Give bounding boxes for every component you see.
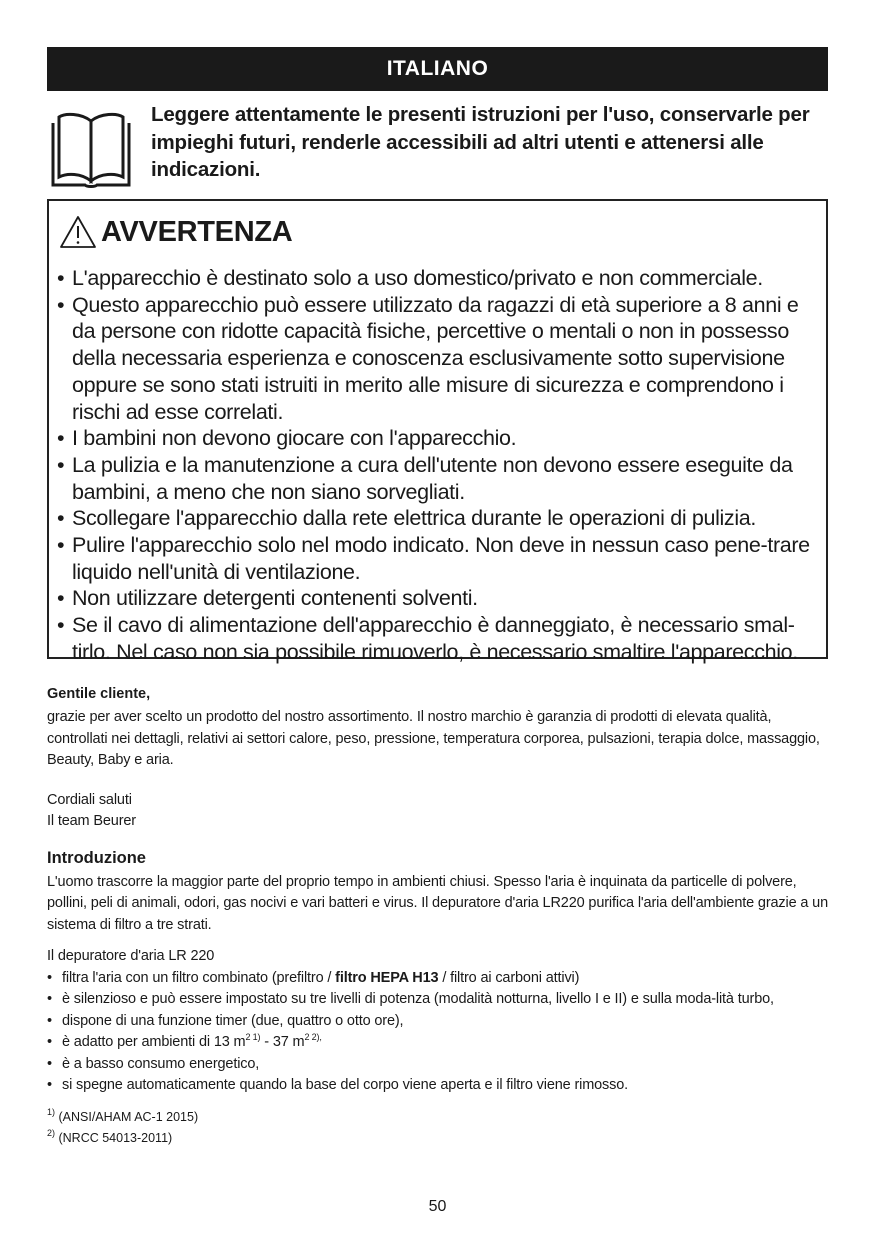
feature-list <box>47 968 828 1097</box>
closing-signature: Il team Beurer <box>47 813 136 829</box>
feature-item: • si spegne automaticamente quando la base del corpo viene aperta e il filtro viene rimosso. <box>47 1075 828 1097</box>
footnote-text: (ANSI/AHAM AC-1 2015) <box>55 1109 199 1124</box>
footnote <box>47 1128 828 1149</box>
footnote-ref: 2 1) <box>245 1032 261 1042</box>
feature-item: • è a basso consumo energetico, <box>47 1054 828 1076</box>
warning-item: • La pulizia e la manutenzione a cura dell'utente non devono essere eseguite da bambini, a meno che non siano sorvegliati. <box>57 452 818 505</box>
open-book-icon <box>47 107 135 189</box>
feature-text: è adatto per ambienti di 13 m <box>62 1034 246 1050</box>
feature-text: filtra l'aria con un filtro combinato (prefiltro / <box>62 969 336 986</box>
read-instructions-text: Leggere attentamente le presenti istruzioni per l'uso, conservarle per impieghi futuri, renderle accessibili ad altri utenti e attenersi alle indicazioni. <box>151 103 810 181</box>
footnote-marker: 1) <box>47 1106 56 1117</box>
page-number: 50 <box>428 1198 447 1215</box>
footnote-text: (NRCC 54013-2011) <box>55 1130 173 1145</box>
warning-item: • Scollegare l'apparecchio dalla rete elettrica durante le operazioni di pulizia. <box>57 505 818 532</box>
footnote <box>47 1107 828 1128</box>
footnote-ref: 2 2), <box>304 1032 322 1042</box>
feature-item: • dispone di una funzione timer (due, quattro o otto ore), <box>47 1011 828 1033</box>
warning-item: • Pulire l'apparecchio solo nel modo indicato. Non deve in nessun caso pene-trare liquido nell'unità di ventilazione. <box>57 532 818 585</box>
intro-body: L'uomo trascorre la maggior parte del proprio tempo in ambienti chiusi. Spesso l'aria è inquinata da particelle di polvere, pollini, peli di animali, odori, gas nocivi e vari batteri e virus. Il depuratore d'aria LR220 purifica l'aria dell'ambiente grazie a un sistema di filtro a tre strati. <box>47 873 828 933</box>
device-lead: Il depuratore d'aria LR 220 <box>47 948 215 964</box>
warning-list <box>57 265 818 666</box>
warning-item: • Non utilizzare detergenti contenenti solventi. <box>57 585 818 612</box>
feature-item <box>47 1032 828 1054</box>
feature-item: • è silenzioso e può essere impostato su tre livelli di potenza (modalità notturna, livello I e II) e sulla moda-lità turbo, <box>47 989 828 1011</box>
warning-title: AVVERTENZA <box>101 215 293 248</box>
manual-page <box>47 47 828 1149</box>
feature-text: - 37 m <box>260 1034 305 1050</box>
footnote-marker: 2) <box>47 1127 56 1138</box>
greeting-body: grazie per aver scelto un prodotto del nostro assortimento. Il nostro marchio è garanzia di prodotti di elevata qualità, controllati nei dettagli, relativi ai settori calore, peso, pressione, temperatura corporea, pulsazioni, terapia dolce, massaggio, Beauty, Baby e aria. <box>47 709 820 768</box>
closing-regards: Cordiali saluti <box>47 791 132 808</box>
feature-item <box>47 968 828 990</box>
warning-item: • Questo apparecchio può essere utilizzato da ragazzi di età superiore a 8 anni e da persone con ridotte capacità fisiche, percettive o mentali o non in possesso della necessaria esperienza e conoscenza esclusivamente sotto supervisione oppure se sono stati istruiti in merito alle misure di sicurezza e comprendono i rischi ad esse correlati. <box>57 292 818 426</box>
warning-item: • I bambini non devono giocare con l'apparecchio. <box>57 425 818 452</box>
footnotes <box>47 1107 828 1149</box>
read-instructions-block <box>47 101 828 189</box>
warning-box <box>47 199 828 664</box>
intro-heading: Introduzione <box>47 848 146 867</box>
language-header: ITALIANO <box>47 47 828 91</box>
greeting-heading: Gentile cliente, <box>47 686 151 702</box>
warning-item: • L'apparecchio è destinato solo a uso domestico/privato e non commerciale. <box>57 265 818 292</box>
warning-heading <box>57 215 818 249</box>
feature-highlight: filtro HEPA H13 <box>335 969 439 986</box>
warning-triangle-icon <box>59 215 97 249</box>
feature-text: / filtro ai carboni attivi) <box>438 969 580 986</box>
warning-item: • Se il cavo di alimentazione dell'apparecchio è danneggiato, è necessario smal-tirlo. Nel caso non sia possibile rimuoverlo, è necessario smaltire l'apparecchio. <box>57 612 818 665</box>
